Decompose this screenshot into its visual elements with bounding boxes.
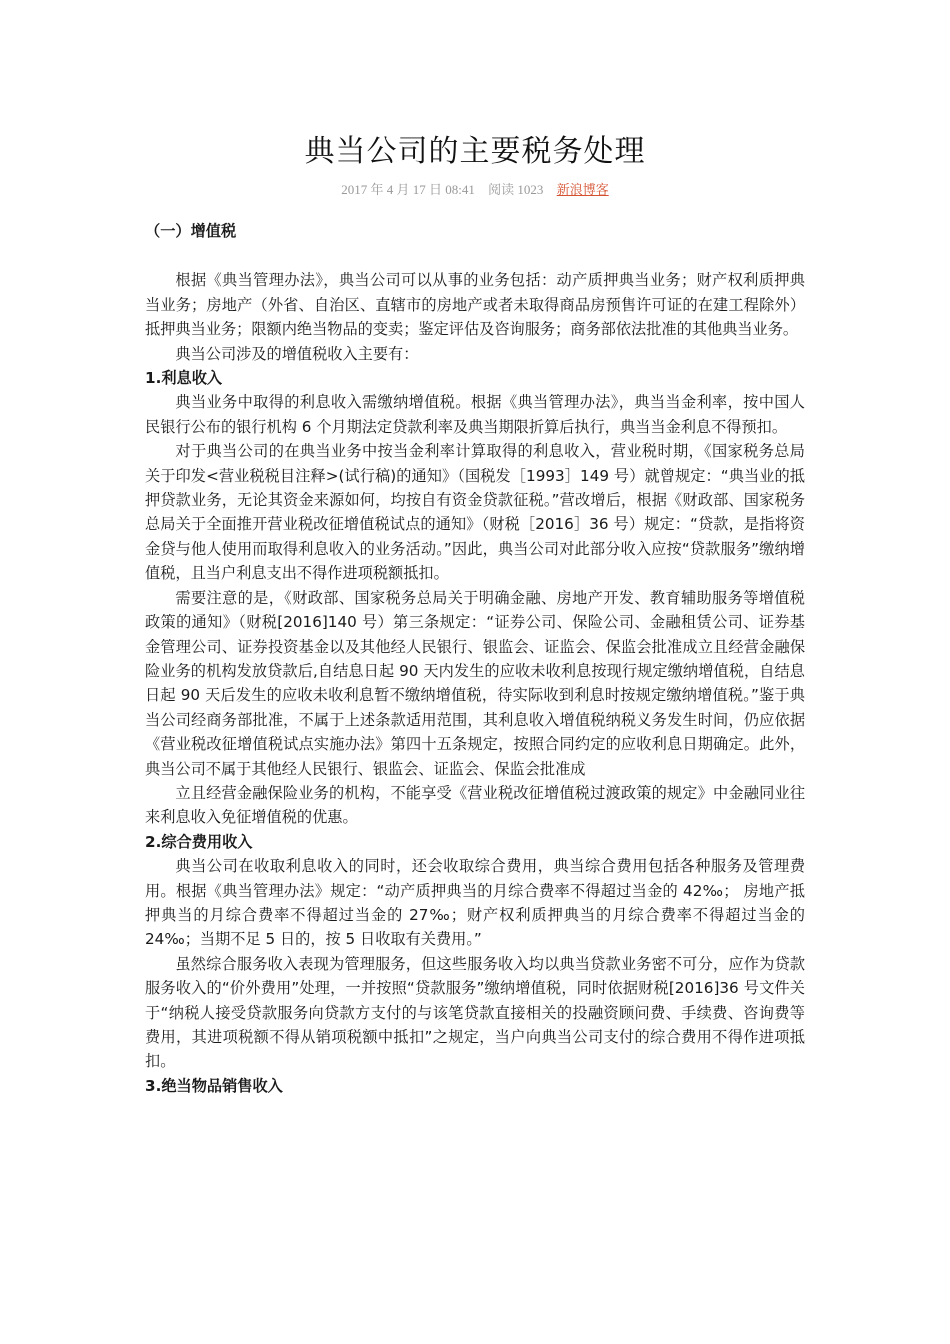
paragraph: 典当公司在收取利息收入的同时，还会收取综合费用，典当综合费用包括各种服务及管理费用。根据《典当管理办法》规定：“动产质押典当的月综合费率不得超过当金的 42‰； 房地产抵押典当的月综合费率不得超过当金的 27‰；财产权利质押典当的月综合费率不得超过当金的 24‰；当期不足 5 日的，按 5 日收取有关费用。” (145, 857, 805, 949)
subheading-comprehensive-fee: 2.综合费用收入 (145, 832, 253, 851)
subheading-interest-income: 1.利息收入 (145, 369, 223, 388)
subheading-forfeited-goods: 3.绝当物品销售收入 (145, 1076, 283, 1095)
paragraph: 根据《典当管理办法》，典当公司可以从事的业务包括：动产质押典当业务；财产权利质押典当业务；房地产（外省、自治区、直辖市的房地产或者未取得商品房预售许可证的在建工程除外）抵押典当业务；限额内绝当物品的变卖；鉴定评估及咨询服务；商务部依法批准的其他典当业务。 (145, 271, 805, 339)
section-title: （一）增值税 (145, 222, 237, 240)
paragraph: 虽然综合服务收入表现为管理服务，但这些服务收入均以典当贷款业务密不可分，应作为贷款服务收入的“价外费用”处理，一并按照“贷款服务”缴纳增值税，同时依据财税[2016]36 号文件关于“纳税人接受贷款服务向贷款方支付的与该笔贷款直接相关的投融资顾问费、手续费、咨询费等费用，其进项税额不得从销项税额中抵扣”之规定，当户向典当公司支付的综合费用不得作进项抵扣。 (145, 954, 805, 1071)
article-meta (0, 180, 950, 200)
article-body (145, 219, 805, 1098)
publish-datetime: 2017 年 4 月 17 日 08:41 (341, 182, 475, 197)
source-link[interactable]: 新浪博客 (556, 182, 609, 197)
paragraph: 对于典当公司的在典当业务中按当金利率计算取得的利息收入，营业税时期，《国家税务总局关于印发<营业税税目注释>(试行稿)的通知》（国税发［1993］149 号）就曾规定：“典当业的抵押贷款业务，无论其资金来源如何，均按自有资金贷款征税。”营改增后，根据《财政部、国家税务总局关于全面推开营业税改征增值税试点的通知》（财税［2016］36 号）规定：“贷款，是指将资金贷与他人使用而取得利息收入的业务活动。”因此，典当公司对此部分收入应按“贷款服务”缴纳增值税，且当户利息支出不得作进项税额抵扣。 (145, 442, 805, 583)
paragraph: 需要注意的是，《财政部、国家税务总局关于明确金融、房地产开发、教育辅助服务等增值税政策的通知》（财税[2016]140 号）第三条规定：“证券公司、保险公司、金融租赁公司、证券基金管理公司、证券投资基金以及其他经人民银行、银监会、证监会、保监会批准成立且经营金融保险业务的机构发放贷款后,自结息日起 90 天内发生的应收未收利息按现行规定缴纳增值税，自结息日起 90 天后发生的应收未收利息暂不缴纳增值税，待实际收到利息时按规定缴纳增值税。”鉴于典当公司经商务部批准，不属于上述条款适用范围，其利息收入增值税纳税义务发生时间，仍应依据《营业税改征增值税试点实施办法》第四十五条规定，按照合同约定的应收利息日期确定。此外，典当公司不属于其他经人民银行、银监会、证监会、保监会批准成 (145, 588, 805, 778)
paragraph: 典当公司涉及的增值税收入主要有： (175, 344, 419, 363)
paragraph: 立且经营金融保险业务的机构，不能享受《营业税改征增值税过渡政策的规定》中金融同业往来利息收入免征增值税的优惠。 (145, 783, 805, 827)
read-count: 阅读 1023 (488, 182, 544, 197)
paragraph: 典当业务中取得的利息收入需缴纳增值税。根据《典当管理办法》，典当当金利率，按中国人民银行公布的银行机构 6 个月期法定贷款利率及典当期限折算后执行，典当当金利息不得预扣。 (145, 393, 805, 436)
article-title: 典当公司的主要税务处理 (304, 134, 646, 169)
